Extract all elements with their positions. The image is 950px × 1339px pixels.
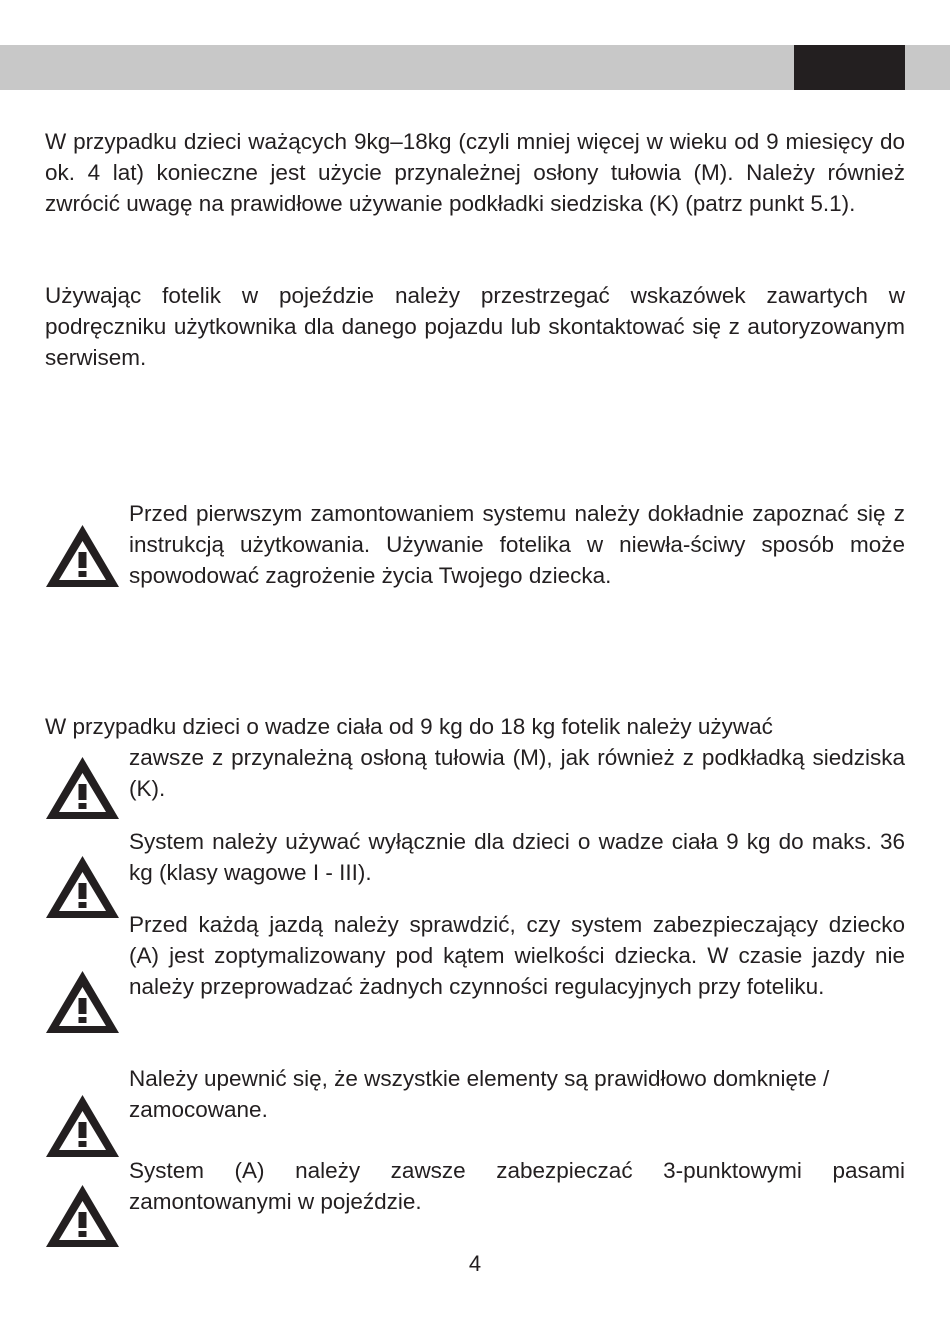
warning-triangle-icon (45, 756, 120, 820)
header-tab-marker (794, 45, 905, 90)
warning-text-before-ride: Przed każdą jazdą należy sprawdzić, czy system zabezpieczający dziecko (A) jest zoptymalizowany pod kątem wielkości dziecka. W czasie jazdy nie należy przeprowadzać żadnych czynności regulacyjnych przy foteliku. (129, 912, 905, 999)
warning-text-read-manual: Przed pierwszym zamontowaniem systemu należy dokładnie zapoznać się z instrukcją użytkowania. Używanie fotelika w niewła-ściwy sposób może spowodować zagrożenie życia Twojego dziecka. (129, 501, 905, 588)
warning-text-3-point-belts: System (A) należy zawsze zabezpieczać 3-punktowymi pasami zamontowanymi w pojeździe. (129, 1158, 905, 1214)
page-number: 4 (468, 1251, 482, 1276)
paragraph-torso-cover: W przypadku dzieci ważących 9kg–18kg (czyli mniej więcej w wieku od 9 miesięcy do ok. 4 lat) konieczne jest użycie przynależnej osłony tułowia (M). Należy również zwrócić uwagę na prawidłowe używanie podkładki siedziska (K) (patrz punkt 5.1). (45, 129, 905, 216)
warning-triangle-icon (45, 1184, 120, 1248)
warning-text-weight-rest: zawsze z przynależną osłoną tułowia (M), jak również z podkładką siedziska (K). (129, 745, 905, 801)
warning-text-weight-class: System należy używać wyłącznie dla dzieci o wadze ciała 9 kg do maks. 36 kg (klasy wagowe I - III). (129, 829, 905, 885)
warning-text-weight-lead: W przypadku dzieci o wadze ciała od 9 kg do 18 kg fotelik należy używać (45, 714, 773, 739)
warning-triangle-icon (45, 1094, 120, 1158)
warning-triangle-icon (45, 855, 120, 919)
paragraph-vehicle-manual: Używając fotelik w pojeździe należy przestrzegać wskazówek zawartych w podręczniku użytkownika dla danego pojazdu lub skontaktować się z autoryzowanym serwisem. (45, 283, 905, 370)
warning-text-elements-closed: Należy upewnić się, że wszystkie elementy są prawidłowo domknięte / zamocowane. (129, 1066, 830, 1122)
warning-triangle-icon (45, 524, 120, 588)
warning-triangle-icon (45, 970, 120, 1034)
